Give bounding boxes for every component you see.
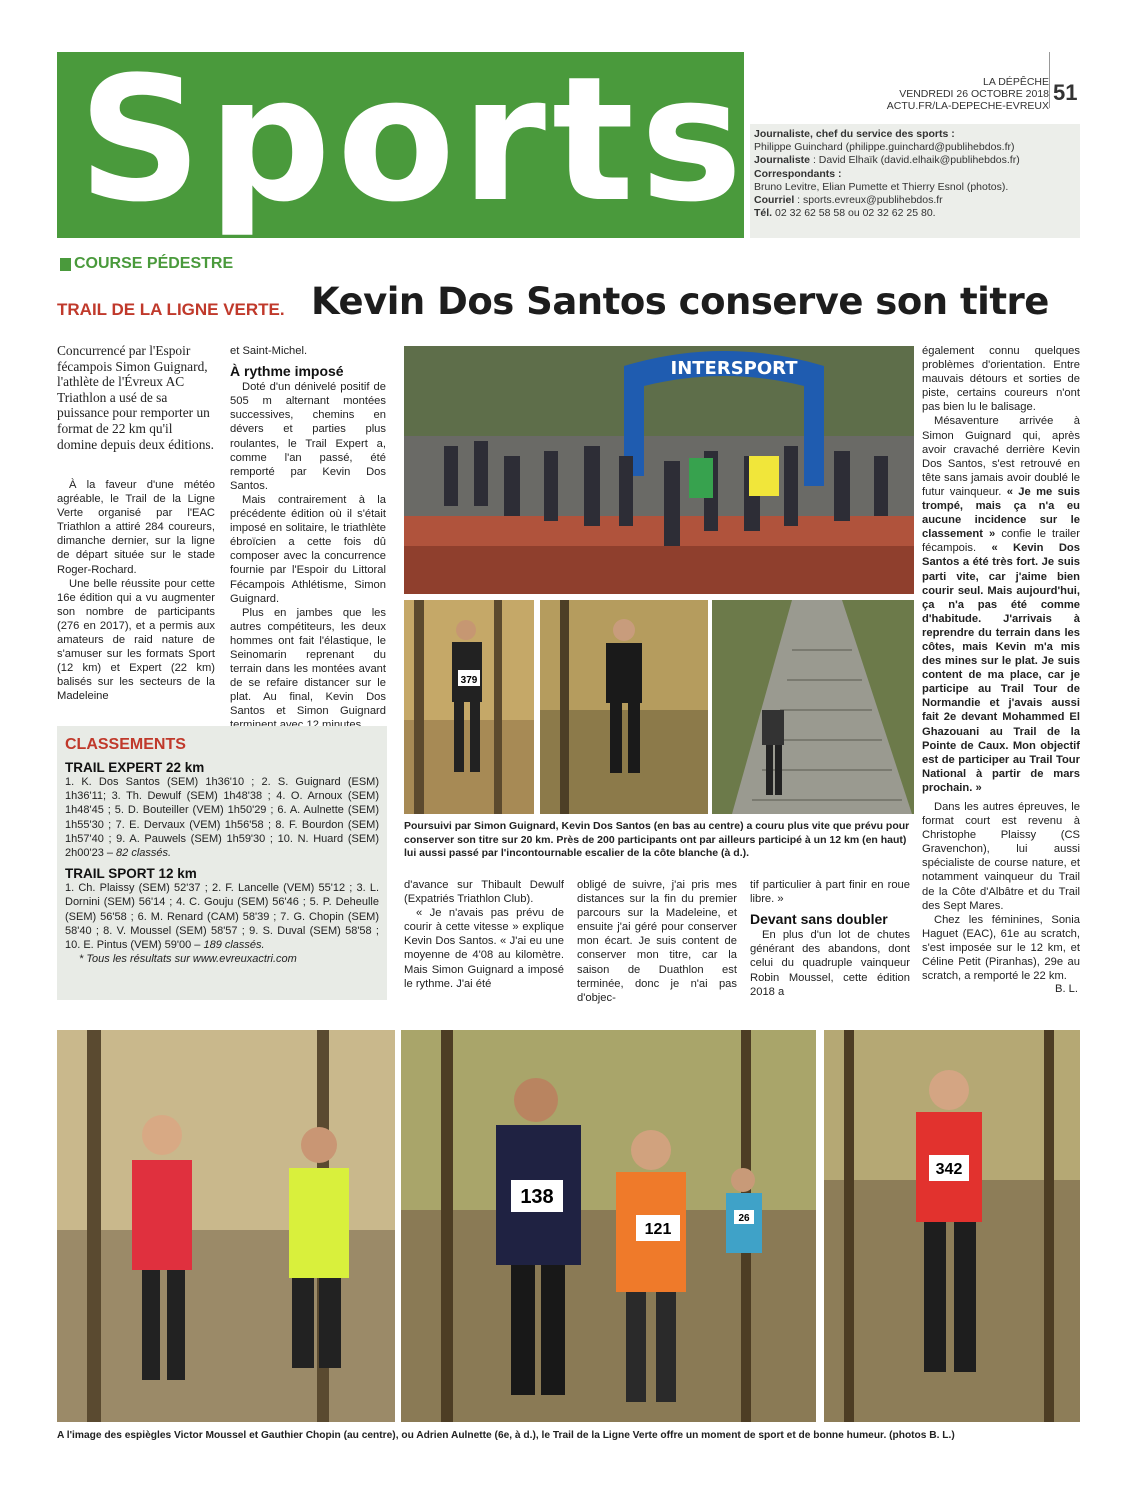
photo-caption-top: Poursuivi par Simon Guignard, Kevin Dos Santos (en bas au centre) a couru plus vite que prévu pour conserver son titre sur 20 km. Près de 200 participants ont par ailleurs participé à un 12 km (en haut) lui aussi passé par l'incontournable escalier de la côte blanche (à d.). xyxy=(404,820,910,859)
quote-bold: « Je me suis trompé, mais ça n'a eu aucune incidence sur le classement » xyxy=(922,485,1080,541)
staff-chief-label: Journaliste, chef du service des sports : xyxy=(754,128,955,140)
staff-phone-label: Tél. xyxy=(754,207,773,220)
paragraph: À la faveur d'une météo agréable, le Trail de la Ligne Verte organisé par l'EAC Triathlon a attiré 284 coureurs, dimanche dernier, sur la ligne de départ située sur le stade Roger-Rochard. xyxy=(57,479,215,576)
paragraph: obligé de suivre, j'ai pris mes distances sur la fin du premier parcours sur la Madeleine, et ensuite j'ai géré pour conserver mon écart. Je suis content de conserver mon titre, car la saison de Duathlon est terminée, donc je n'ai pas d'objec- xyxy=(577,879,737,1004)
paragraph-cont: confie le trailer fécampois. xyxy=(922,528,1080,555)
paragraph: « Je n'avais pas prévu de courir à cette vitesse » explique Kevin Dos Santos. « J'ai eu une moyenne de 4'08 au kilomètre. Mais Simon Guignard a imposé le rythme. J'ai été xyxy=(404,907,564,990)
photo-runner-379 xyxy=(404,600,534,814)
article-column-right-bottom xyxy=(922,800,1080,983)
results-title: CLASSEMENTS xyxy=(65,736,186,753)
section-title: Sports xyxy=(78,39,749,240)
paragraph: Mésaventure arrivée à Simon Guignard qui, après avoir cravaché derrière Kevin Dos Santos, s'est retrouvé en tête sans jamais avoir doublé le futur vainqueur. xyxy=(922,415,1080,498)
article-column-a xyxy=(404,878,564,991)
staff-email-label: Courriel xyxy=(754,194,795,207)
photo-runner-black xyxy=(540,600,708,814)
headline-kicker: TRAIL DE LA LIGNE VERTE. xyxy=(57,300,285,319)
paragraph: d'avance sur Thibault Dewulf (Expatriés Triathlon Club). xyxy=(404,879,564,906)
article-column-c xyxy=(750,878,910,999)
section-square-icon xyxy=(60,258,71,271)
results-sport-text: 1. Ch. Plaissy (SEM) 52'37 ; 2. F. Lancelle (VEM) 55'12 ; 3. L. Dornini (SEM) 56'14 ; 4. C. Gouju (SEM) 56'46 ; 5. P. Deheulle (SEM) 56'58 ; 6. M. Renard (CAM) 58'39 ; 7. G. Chopin (SEM) 58'40 ; 8. V. Moussel (SEM) 58'57 ; 9. S. Duval (SEM) 58'58 ; 10. E. Pintus (VEM) 59'00 – xyxy=(65,882,379,952)
results-expert-text: 1. K. Dos Santos (SEM) 1h36'10 ; 2. S. Guignard (ESM) 1h36'11; 3. Th. Dewulf (SEM) 1h48'38 ; 4. O. Arnoux (SEM) 1h48'45 ; 5. D. Bouteiller (VEM) 1h50'29 ; 6. A. Aulnette (SEM) 1h55'30 ; 7. E. Dervaux (VEM) 1h56'58 ; 8. F. Bourdon (SEM) 1h57'40 ; 9. A. Pauwels (SEM) 1h59'30 ; 10. N. Huard (SEM) 2h00'23 – xyxy=(65,776,379,860)
paragraph: En plus d'un lot de chutes générant des abandons, dont celui du quadruple vainqueur Robin Moussel, cette édition 2018 a xyxy=(750,929,910,998)
page-number-divider xyxy=(1049,52,1050,108)
paragraph: Dans les autres épreuves, le format court est revenu à Christophe Plaissy (CS Gravenchon), lui aussi spécialiste de course nature, et notamment vainqueur du Trail de la Côte d'Albâtre et du Trail des Sept Mares. xyxy=(922,801,1080,912)
paragraph: et Saint-Michel. xyxy=(230,345,308,357)
bib-379: 379 xyxy=(460,675,478,686)
masthead-site[interactable]: ACTU.FR/LA-DEPECHE-EVREUX xyxy=(886,100,1049,112)
staff-chief: Philippe Guinchard (philippe.guinchard@publihebdos.fr) xyxy=(754,141,1015,154)
photo-duo-runners xyxy=(57,1030,395,1422)
staff-journalist-label: Journaliste xyxy=(754,154,811,167)
staff-journalist: : David Elhaïk (david.elhaik@publihebdos.fr) xyxy=(810,154,1020,167)
paragraph: Doté d'un dénivelé positif de 505 m alternant montées successives, chemins en dévers et parties plus roulantes, le Trail Expert a, comme l'an passé, été remporté par Kevin Dos Santos. xyxy=(230,381,386,492)
paragraph: également connu quelques problèmes d'orientation. Entre mauvais détours et sorties de piste, certains coureurs n'ont pas bien lu le balisage. xyxy=(922,345,1080,414)
paragraph: Mais contrairement à la précédente édition où il s'était imposé en solitaire, le triathlète ébroïcien a cette fois dû composer avec la concurrence fournie par l'Espoir du Littoral Fécampois Athlétisme, Simon Guignard. xyxy=(230,493,386,605)
photo-start-line xyxy=(404,346,914,594)
paragraph: Une belle réussite pour cette 16e édition qui a vu augmenter son nombre de participants (276 en 2017), et a permis aux amateurs de raid nature de s'amuser sur les formats Sport (12 km) et Expert (22 km) balisés sur les secteurs de la Madeleine xyxy=(57,577,215,703)
results-expert-title: TRAIL EXPERT 22 km xyxy=(65,760,205,775)
subheading: Devant sans doubler xyxy=(750,911,888,928)
staff-correspondents-label: Correspondants : xyxy=(754,167,842,180)
article-column-right xyxy=(922,344,1080,795)
paragraph: tif particulier à part finir en roue libre. » xyxy=(750,879,910,906)
bib-138: 138 xyxy=(520,1186,554,1208)
article-column-2 xyxy=(230,344,386,733)
results-footnote: * Tous les résultats sur www.evreuxactri.com xyxy=(79,953,297,966)
results-expert-count: 82 classés. xyxy=(116,847,172,860)
results-sport-count: 189 classés. xyxy=(203,939,265,952)
staff-phone: 02 32 62 58 58 ou 02 32 62 25 80. xyxy=(772,207,936,220)
masthead-date: VENDREDI 26 OCTOBRE 2018 xyxy=(899,88,1049,100)
subheading: À rythme imposé xyxy=(230,363,344,380)
results-sport-title: TRAIL SPORT 12 km xyxy=(65,866,197,882)
paragraph: Plus en jambes que les autres compétiteurs, les deux hommes ont fait l'élastique, le Seinomarin reprenant du terrain dans les montées avant de se refaire distancer sur le plat. Au final, Kevin Dos Santos et Simon Guignard xyxy=(230,606,386,718)
bib-342: 342 xyxy=(935,1161,963,1178)
quote-bold: « Kevin Dos Santos a été très fort. Je suis parti vite, car j'aime bien courir seul. Mais aujourd'hui, ça n'a pas été comme d'habitude. J'arrivais à reprendre du terrain dans les côtes, mais Kevin m'a mis des mines sur le plat. Je suis content de ma place, car je participe au Trail Tour de Normandie et j'avais aussi fait 2e devant Mohammed El Ghazouani au Trail de la Pointe de Caux. Mon objectif est de participer au Trail Tour National à partir de mars prochain. » xyxy=(922,542,1080,794)
start-banner-text: INTERSPORT xyxy=(670,358,798,379)
photo-caption-bottom: A l'image des espiègles Victor Moussel et Gauthier Chopin (au centre), ou Adrien Aulnette (6e, à d.), le Trail de la Ligne Verte offre un moment de sport et de bonne humeur. (photos B. L.) xyxy=(57,1430,955,1441)
section-label: COURSE PÉDESTRE xyxy=(74,255,234,272)
masthead xyxy=(887,76,1049,112)
photo-stairs xyxy=(712,600,914,814)
photo-runner-342 xyxy=(824,1030,1080,1422)
results-box xyxy=(57,726,387,1000)
photo-group-runners xyxy=(401,1030,816,1422)
staff-email[interactable]: : sports.evreux@publihebdos.fr xyxy=(794,194,943,207)
page-number: 51 xyxy=(1053,80,1078,105)
paragraph: Chez les féminines, Sonia Haguet (EAC), 61e au scratch, s'est imposée sur le 12 km, et Céline Petit (Piranhas), 29e au scratch, a remporté le 22 km. xyxy=(922,913,1080,983)
masthead-paper: LA DÉPÊCHE xyxy=(983,76,1049,88)
staff-box xyxy=(750,124,1080,238)
byline-signature: B. L. xyxy=(1055,983,1079,995)
bib-121: 121 xyxy=(644,1221,672,1238)
article-lead: Concurrencé par l'Espoir fécampois Simon Guignard, l'athlète de l'Évreux AC Triathlon a usé de sa puissance pour remporter un format de 22 km qu'il domine depuis deux éditions. xyxy=(57,343,214,452)
article-column-1 xyxy=(57,478,215,704)
results-sport-list xyxy=(65,881,379,952)
article-column-b xyxy=(577,878,737,1005)
headline: Kevin Dos Santos conserve son titre xyxy=(311,280,1049,323)
bib-26: 26 xyxy=(738,1213,750,1224)
results-expert-list xyxy=(65,775,379,860)
staff-correspondents: Bruno Levitre, Elian Pumette et Thierry Esnol (photos). xyxy=(754,180,1009,193)
